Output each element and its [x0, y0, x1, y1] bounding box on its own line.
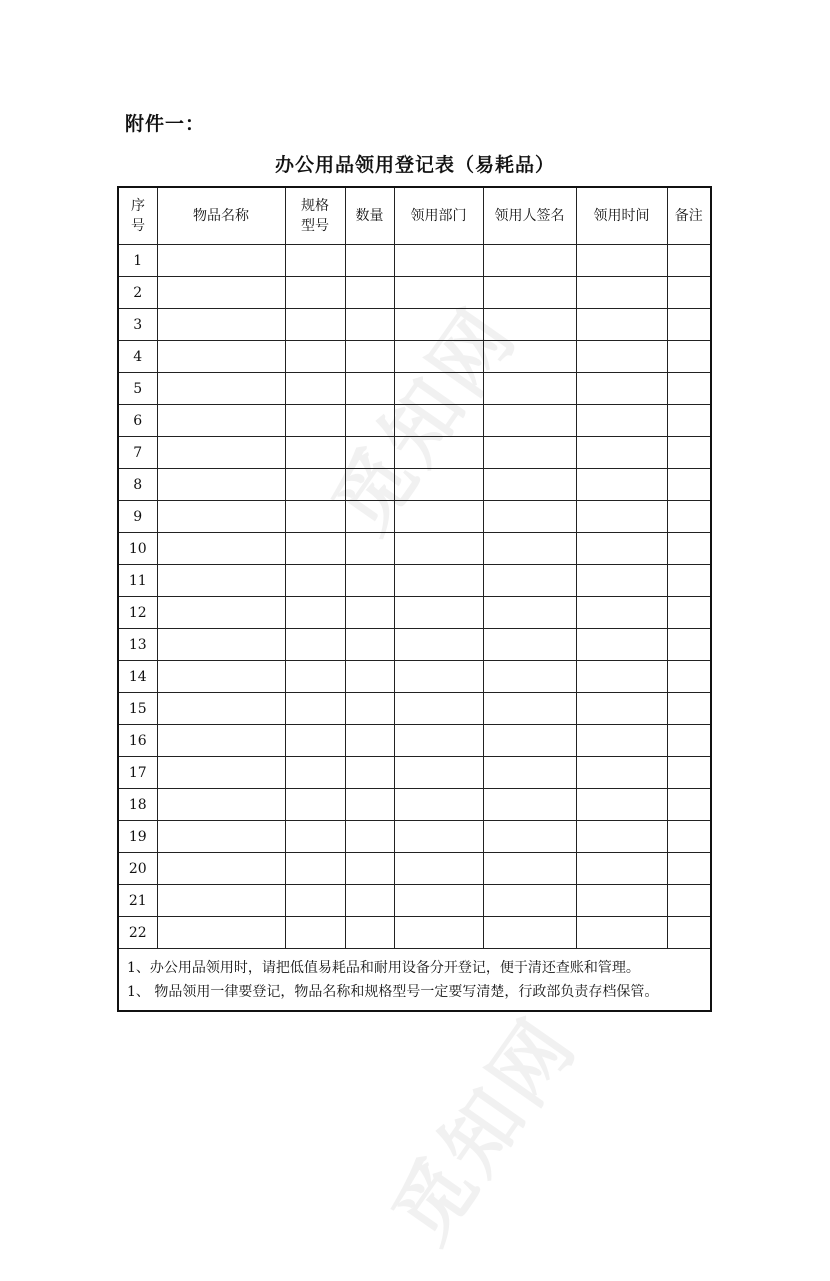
row-index: 1 [119, 245, 157, 277]
notes [119, 946, 710, 1010]
attachment-label: 附件一： [125, 113, 206, 135]
remarks-cell[interactable] [667, 405, 710, 437]
item-name-cell[interactable] [157, 501, 285, 533]
spec-model-cell[interactable] [285, 661, 345, 693]
remarks-cell[interactable] [667, 725, 710, 757]
item-name-cell[interactable] [157, 245, 285, 277]
row-index: 17 [119, 757, 157, 789]
spec-model-cell[interactable] [285, 597, 345, 629]
table-row [119, 373, 710, 405]
table-row [119, 821, 710, 853]
col-header-quantity: 数量 [345, 188, 394, 245]
quantity-cell[interactable] [345, 341, 394, 373]
department-cell[interactable] [394, 597, 483, 629]
item-name-cell[interactable] [157, 405, 285, 437]
spec-model-cell[interactable] [285, 757, 345, 789]
note-line: 1、 物品领用一律要登记，物品名称和规格型号一定要写清楚，行政部负责存档保管。 [127, 984, 659, 1000]
department-cell[interactable] [394, 341, 483, 373]
row-index: 4 [119, 341, 157, 373]
department-cell[interactable] [394, 661, 483, 693]
row-index: 16 [119, 725, 157, 757]
signature-cell[interactable] [483, 693, 576, 725]
department-cell[interactable] [394, 533, 483, 565]
signature-cell[interactable] [483, 853, 576, 885]
time-cell[interactable] [576, 725, 667, 757]
department-cell[interactable] [394, 853, 483, 885]
row-index: 22 [119, 917, 157, 949]
spec-model-cell[interactable] [285, 693, 345, 725]
item-name-cell[interactable] [157, 693, 285, 725]
item-name-cell[interactable] [157, 853, 285, 885]
table-row [119, 277, 710, 309]
remarks-cell[interactable] [667, 341, 710, 373]
signature-cell[interactable] [483, 501, 576, 533]
table-row [119, 437, 710, 469]
signature-cell[interactable] [483, 757, 576, 789]
department-cell[interactable] [394, 565, 483, 597]
quantity-cell[interactable] [345, 885, 394, 917]
spec-model-cell[interactable] [285, 309, 345, 341]
time-cell[interactable] [576, 885, 667, 917]
row-index: 5 [119, 373, 157, 405]
table-row [119, 789, 710, 821]
register-form [117, 186, 712, 1012]
row-index: 6 [119, 405, 157, 437]
department-cell[interactable] [394, 405, 483, 437]
department-cell[interactable] [394, 757, 483, 789]
row-index: 21 [119, 885, 157, 917]
table-row [119, 565, 710, 597]
quantity-cell[interactable] [345, 405, 394, 437]
time-cell[interactable] [576, 341, 667, 373]
quantity-cell[interactable] [345, 853, 394, 885]
department-cell[interactable] [394, 789, 483, 821]
spec-model-cell[interactable] [285, 629, 345, 661]
table-row [119, 629, 710, 661]
time-cell[interactable] [576, 405, 667, 437]
time-cell[interactable] [576, 245, 667, 277]
remarks-cell[interactable] [667, 501, 710, 533]
remarks-cell[interactable] [667, 245, 710, 277]
signature-cell[interactable] [483, 533, 576, 565]
item-name-cell[interactable] [157, 565, 285, 597]
time-cell[interactable] [576, 693, 667, 725]
spec-model-cell[interactable] [285, 245, 345, 277]
department-cell[interactable] [394, 725, 483, 757]
department-cell[interactable] [394, 917, 483, 949]
remarks-cell[interactable] [667, 309, 710, 341]
document-title: 办公用品领用登记表（易耗品） [274, 154, 555, 176]
remarks-cell[interactable] [667, 917, 710, 949]
signature-cell[interactable] [483, 565, 576, 597]
col-header-spec-model: 规格型号 [285, 188, 345, 245]
item-name-cell[interactable] [157, 437, 285, 469]
quantity-cell[interactable] [345, 629, 394, 661]
row-index: 15 [119, 693, 157, 725]
table-row [119, 309, 710, 341]
signature-cell[interactable] [483, 725, 576, 757]
remarks-cell[interactable] [667, 757, 710, 789]
row-index: 11 [119, 565, 157, 597]
time-cell[interactable] [576, 629, 667, 661]
remarks-cell[interactable] [667, 885, 710, 917]
col-header-time: 领用时间 [576, 188, 667, 245]
col-header-signature: 领用人签名 [483, 188, 576, 245]
item-name-cell[interactable] [157, 469, 285, 501]
signature-cell[interactable] [483, 821, 576, 853]
item-name-cell[interactable] [157, 309, 285, 341]
quantity-cell[interactable] [345, 693, 394, 725]
quantity-cell[interactable] [345, 789, 394, 821]
spec-model-cell[interactable] [285, 821, 345, 853]
row-index: 8 [119, 469, 157, 501]
table-row [119, 885, 710, 917]
remarks-cell[interactable] [667, 629, 710, 661]
signature-cell[interactable] [483, 341, 576, 373]
table-row [119, 245, 710, 277]
time-cell[interactable] [576, 789, 667, 821]
item-name-cell[interactable] [157, 629, 285, 661]
signature-cell[interactable] [483, 597, 576, 629]
spec-model-cell[interactable] [285, 501, 345, 533]
table-row [119, 533, 710, 565]
row-index: 19 [119, 821, 157, 853]
quantity-cell[interactable] [345, 565, 394, 597]
time-cell[interactable] [576, 661, 667, 693]
spec-model-cell[interactable] [285, 565, 345, 597]
spec-model-cell[interactable] [285, 373, 345, 405]
row-index: 10 [119, 533, 157, 565]
table-row [119, 469, 710, 501]
table-row [119, 597, 710, 629]
spec-model-cell[interactable] [285, 469, 345, 501]
quantity-cell[interactable] [345, 757, 394, 789]
signature-cell[interactable] [483, 245, 576, 277]
row-index: 9 [119, 501, 157, 533]
spec-model-cell[interactable] [285, 789, 345, 821]
table-row [119, 661, 710, 693]
quantity-cell[interactable] [345, 661, 394, 693]
table-row [119, 693, 710, 725]
col-header-item-name: 物品名称 [157, 188, 285, 245]
table-row [119, 341, 710, 373]
item-name-cell[interactable] [157, 789, 285, 821]
remarks-cell[interactable] [667, 565, 710, 597]
remarks-cell[interactable] [667, 597, 710, 629]
time-cell[interactable] [576, 373, 667, 405]
signature-cell[interactable] [483, 629, 576, 661]
department-cell[interactable] [394, 469, 483, 501]
time-cell[interactable] [576, 501, 667, 533]
time-cell[interactable] [576, 597, 667, 629]
item-name-cell[interactable] [157, 533, 285, 565]
spec-model-cell[interactable] [285, 405, 345, 437]
item-name-cell[interactable] [157, 885, 285, 917]
watermark: 觅知网 [315, 290, 535, 550]
row-index: 20 [119, 853, 157, 885]
department-cell[interactable] [394, 629, 483, 661]
remarks-cell[interactable] [667, 437, 710, 469]
col-header-remarks: 备注 [667, 188, 710, 245]
remarks-cell[interactable] [667, 533, 710, 565]
remarks-cell[interactable] [667, 693, 710, 725]
signature-cell[interactable] [483, 309, 576, 341]
quantity-cell[interactable] [345, 501, 394, 533]
time-cell[interactable] [576, 437, 667, 469]
time-cell[interactable] [576, 757, 667, 789]
remarks-cell[interactable] [667, 661, 710, 693]
row-index: 18 [119, 789, 157, 821]
quantity-cell[interactable] [345, 725, 394, 757]
spec-model-cell[interactable] [285, 437, 345, 469]
item-name-cell[interactable] [157, 661, 285, 693]
spec-model-cell[interactable] [285, 341, 345, 373]
table-row [119, 853, 710, 885]
remarks-cell[interactable] [667, 277, 710, 309]
spec-model-cell[interactable] [285, 853, 345, 885]
item-name-cell[interactable] [157, 597, 285, 629]
quantity-cell[interactable] [345, 917, 394, 949]
table-row [119, 725, 710, 757]
table-row [119, 501, 710, 533]
row-index: 3 [119, 309, 157, 341]
col-header-index: 序号 [119, 188, 157, 245]
remarks-cell[interactable] [667, 469, 710, 501]
item-name-cell[interactable] [157, 917, 285, 949]
time-cell[interactable] [576, 277, 667, 309]
item-name-cell[interactable] [157, 757, 285, 789]
remarks-cell[interactable] [667, 373, 710, 405]
spec-model-cell[interactable] [285, 917, 345, 949]
department-cell[interactable] [394, 277, 483, 309]
signature-cell[interactable] [483, 885, 576, 917]
time-cell[interactable] [576, 565, 667, 597]
quantity-cell[interactable] [345, 277, 394, 309]
department-cell[interactable] [394, 821, 483, 853]
department-cell[interactable] [394, 501, 483, 533]
watermark-bottom: 觅知网 [375, 1000, 595, 1260]
time-cell[interactable] [576, 533, 667, 565]
spec-model-cell[interactable] [285, 725, 345, 757]
quantity-cell[interactable] [345, 309, 394, 341]
register-table [119, 188, 710, 949]
row-index: 2 [119, 277, 157, 309]
quantity-cell[interactable] [345, 245, 394, 277]
department-cell[interactable] [394, 693, 483, 725]
quantity-cell[interactable] [345, 437, 394, 469]
table-row [119, 405, 710, 437]
table-row [119, 917, 710, 949]
time-cell[interactable] [576, 821, 667, 853]
quantity-cell[interactable] [345, 597, 394, 629]
spec-model-cell[interactable] [285, 533, 345, 565]
item-name-cell[interactable] [157, 821, 285, 853]
spec-model-cell[interactable] [285, 277, 345, 309]
remarks-cell[interactable] [667, 853, 710, 885]
time-cell[interactable] [576, 309, 667, 341]
row-index: 7 [119, 437, 157, 469]
quantity-cell[interactable] [345, 821, 394, 853]
table-row [119, 757, 710, 789]
remarks-cell[interactable] [667, 789, 710, 821]
spec-model-cell[interactable] [285, 885, 345, 917]
time-cell[interactable] [576, 469, 667, 501]
row-index: 13 [119, 629, 157, 661]
item-name-cell[interactable] [157, 725, 285, 757]
signature-cell[interactable] [483, 373, 576, 405]
time-cell[interactable] [576, 917, 667, 949]
quantity-cell[interactable] [345, 469, 394, 501]
note-line: 1、办公用品领用时，请把低值易耗品和耐用设备分开登记，便于清还查账和管理。 [127, 960, 640, 976]
item-name-cell[interactable] [157, 277, 285, 309]
col-header-department: 领用部门 [394, 188, 483, 245]
quantity-cell[interactable] [345, 533, 394, 565]
time-cell[interactable] [576, 853, 667, 885]
signature-cell[interactable] [483, 661, 576, 693]
row-index: 14 [119, 661, 157, 693]
remarks-cell[interactable] [667, 821, 710, 853]
department-cell[interactable] [394, 437, 483, 469]
signature-cell[interactable] [483, 789, 576, 821]
signature-cell[interactable] [483, 469, 576, 501]
signature-cell[interactable] [483, 405, 576, 437]
signature-cell[interactable] [483, 437, 576, 469]
department-cell[interactable] [394, 309, 483, 341]
department-cell[interactable] [394, 245, 483, 277]
department-cell[interactable] [394, 885, 483, 917]
item-name-cell[interactable] [157, 373, 285, 405]
quantity-cell[interactable] [345, 373, 394, 405]
signature-cell[interactable] [483, 277, 576, 309]
item-name-cell[interactable] [157, 341, 285, 373]
row-index: 12 [119, 597, 157, 629]
signature-cell[interactable] [483, 917, 576, 949]
department-cell[interactable] [394, 373, 483, 405]
header-row [119, 188, 710, 245]
